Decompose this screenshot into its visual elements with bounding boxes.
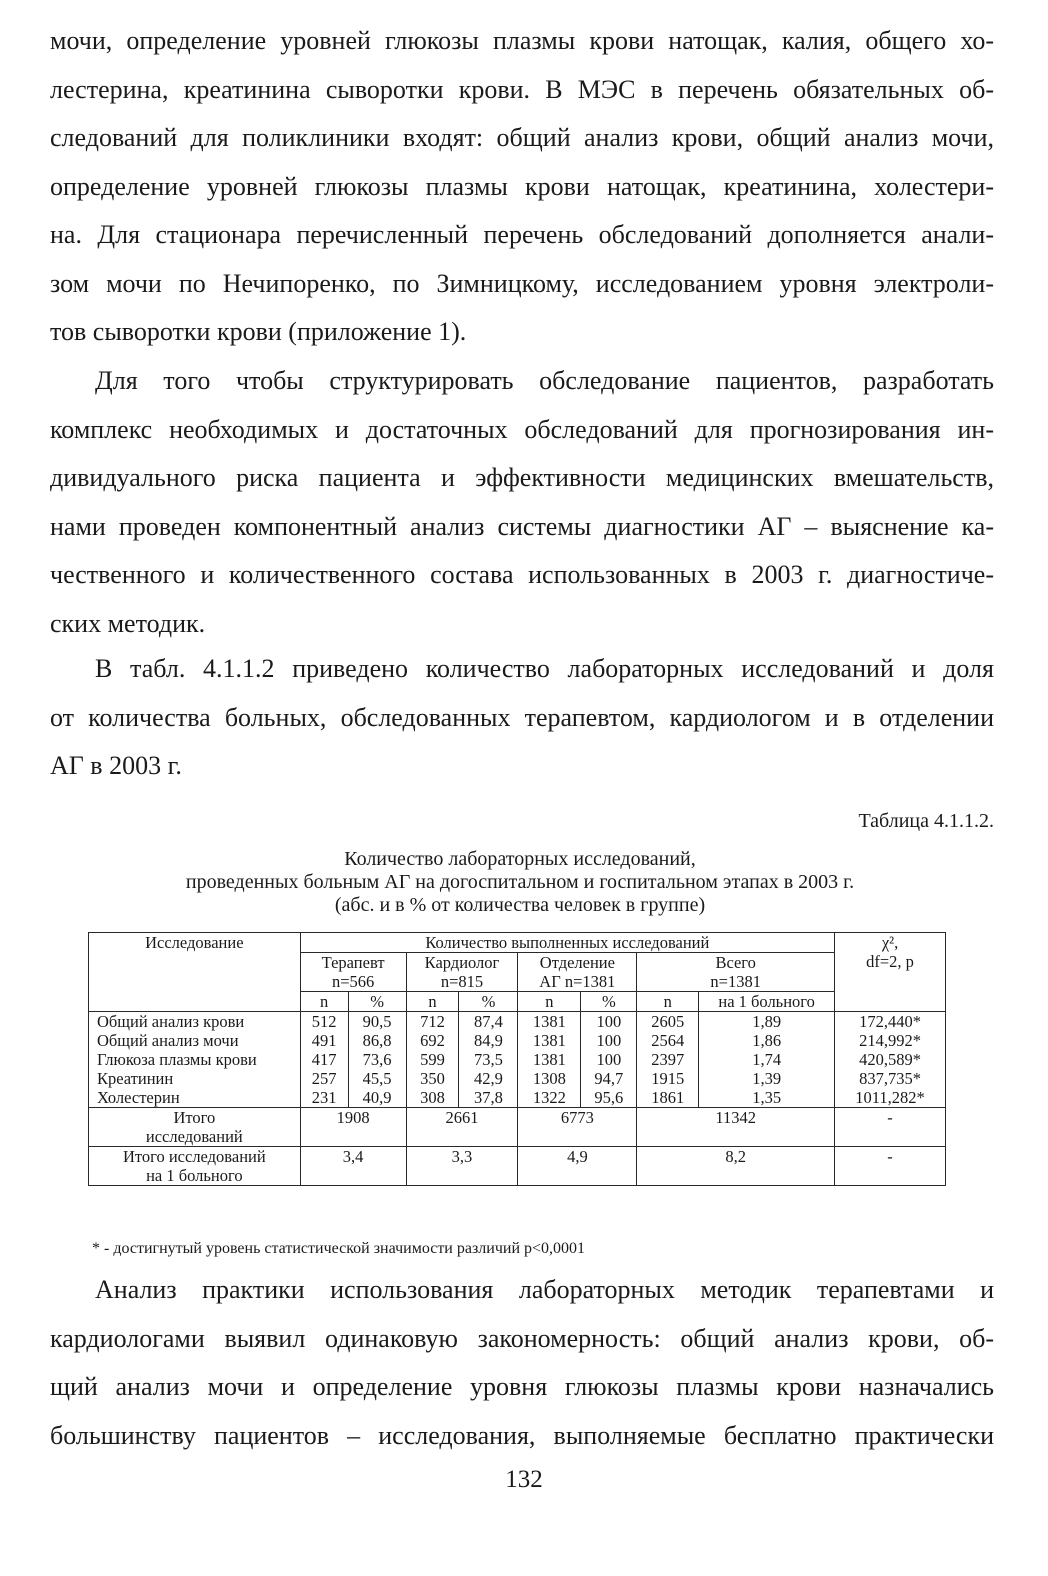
cell: 1,89 — [699, 1012, 835, 1032]
paragraph-line: ских методик. — [50, 608, 206, 638]
department-count: АГ n=1381 — [539, 972, 616, 991]
cardiologist-label: Кардиолог — [424, 953, 500, 972]
cell: 420,589* — [835, 1050, 946, 1069]
cell: 350 — [406, 1069, 459, 1088]
cell: 257 — [300, 1069, 348, 1088]
cell: 4,9 — [518, 1147, 637, 1186]
paragraph-line: комплекс необходимых и достаточных обследований для прогнозирования ин- — [50, 414, 994, 444]
cell: 712 — [406, 1012, 459, 1032]
paragraph-line: зом мочи по Нечипоренко, по Зимницкому, исследованием уровня электроли- — [50, 268, 994, 298]
department-label: Отделение — [539, 953, 615, 972]
header-department — [518, 953, 637, 992]
header-pct: % — [581, 992, 637, 1012]
header-pct: % — [348, 992, 406, 1012]
paragraph-line: определение уровней глюкозы плазмы крови натощак, креатинина, холестери- — [50, 171, 994, 201]
cell: 45,5 — [348, 1069, 406, 1088]
cell: 1908 — [300, 1108, 406, 1147]
cell: 2564 — [637, 1031, 699, 1050]
table-row — [89, 1088, 946, 1108]
cell: 42,9 — [459, 1069, 518, 1088]
page-number: 132 — [505, 1466, 543, 1493]
header-row — [89, 933, 946, 953]
cell: 837,735* — [835, 1069, 946, 1088]
cell: 84,9 — [459, 1031, 518, 1050]
header-n: n — [518, 992, 581, 1012]
cell: 308 — [406, 1088, 459, 1108]
header-group: Количество выполненных исследований — [300, 933, 834, 953]
chi-sublabel: df=2, p — [866, 952, 914, 971]
header-cardiologist — [406, 953, 518, 992]
cell: 100 — [581, 1031, 637, 1050]
cell: 73,5 — [459, 1050, 518, 1069]
header-n: n — [637, 992, 699, 1012]
cell: - — [835, 1108, 946, 1147]
total-count: n=1381 — [710, 972, 761, 991]
cell: 1,35 — [699, 1088, 835, 1108]
header-chi — [835, 933, 946, 1012]
cell: 90,5 — [348, 1012, 406, 1032]
cell: 491 — [300, 1031, 348, 1050]
cell: 95,6 — [581, 1088, 637, 1108]
header-therapist — [300, 953, 406, 992]
paragraph-line: нами проведен компонентный анализ системы диагностики АГ – выяснение ка- — [50, 511, 994, 541]
cell: 3,3 — [406, 1147, 518, 1186]
chi-label: χ², — [881, 933, 899, 952]
table-row — [89, 1069, 946, 1088]
cell: - — [835, 1147, 946, 1186]
cell: 8,2 — [637, 1147, 835, 1186]
paragraph-line: мочи, определение уровней глюкозы плазмы крови натощак, калия, общего хо- — [50, 26, 994, 55]
cell: 40,9 — [348, 1088, 406, 1108]
paragraph-line: Анализ практики использования лабораторных методик терапевтами и — [95, 1275, 994, 1304]
header-pct: % — [459, 992, 518, 1012]
cell: 2397 — [637, 1050, 699, 1069]
paragraph-line: В табл. 4.1.1.2 приведено количество лабораторных исследований и доля — [95, 654, 994, 683]
row-label: Общий анализ мочи — [89, 1031, 301, 1050]
paragraph-line: щий анализ мочи и определение уровня глюкозы плазмы крови назначались — [50, 1372, 994, 1401]
cell: 512 — [300, 1012, 348, 1032]
paragraph-line: следований для поликлиники входят: общий анализ крови, общий анализ мочи, — [50, 123, 994, 152]
table-footnote: * - достигнутый уровень статистической значимости различий p<0,0001 — [92, 1240, 586, 1257]
header-study: Исследование — [89, 933, 301, 1012]
cardiologist-count: n=815 — [440, 972, 484, 991]
cell: 231 — [300, 1088, 348, 1108]
caption-line: (абс. и в % от количества человек в группе) — [334, 894, 706, 916]
cell: 1308 — [518, 1069, 581, 1088]
cell: 86,8 — [348, 1031, 406, 1050]
paragraph-line: кардиологами выявил одинаковую закономерность: общий анализ крови, об- — [50, 1323, 994, 1353]
paragraph-1 — [50, 17, 994, 357]
cell: 1,39 — [699, 1069, 835, 1088]
caption-line: Количество лабораторных исследований, — [344, 848, 696, 870]
paragraph-line: от количества больных, обследованных терапевтом, кардиологом и в отделении — [50, 702, 994, 732]
cell: 73,6 — [348, 1050, 406, 1069]
paragraph-2 — [50, 357, 994, 648]
cell: 1915 — [637, 1069, 699, 1088]
cell: 417 — [300, 1050, 348, 1069]
cell: 172,440* — [835, 1012, 946, 1032]
therapist-label: Терапевт — [321, 953, 385, 972]
cell: 1861 — [637, 1088, 699, 1108]
caption-line: проведенных больным АГ на догоспитальном и госпитальном этапах в 2003 г. — [185, 871, 855, 893]
paragraph-line: Для того чтобы структурировать обследование пациентов, разработать — [95, 366, 994, 395]
cell: 1381 — [518, 1031, 581, 1050]
per-patient-row — [89, 1147, 946, 1186]
paragraph-line: лестерина, креатинина сыворотки крови. В МЭС в перечень обязательных об- — [50, 74, 994, 104]
cell: 1,74 — [699, 1050, 835, 1069]
cell: 100 — [581, 1012, 637, 1032]
label-line: Итого исследований — [122, 1147, 266, 1166]
paragraph-4 — [50, 1266, 994, 1460]
per-patient-row-label — [89, 1147, 301, 1186]
table-label: Таблица 4.1.1.2. — [858, 810, 994, 832]
paragraph-line: тов сыворотки крови (приложение 1). — [50, 317, 467, 346]
paragraph-line: АГ в 2003 г. — [50, 751, 182, 780]
paragraph-line: дивидуального риска пациента и эффективности медицинских вмешательств, — [50, 463, 994, 492]
header-n: n — [406, 992, 459, 1012]
cell: 2661 — [406, 1108, 518, 1147]
cell: 599 — [406, 1050, 459, 1069]
cell: 1011,282* — [835, 1088, 946, 1108]
cell: 94,7 — [581, 1069, 637, 1088]
cell: 214,992* — [835, 1031, 946, 1050]
cell: 6773 — [518, 1108, 637, 1147]
paragraph-line: на. Для стационара перечисленный перечень обследований дополняется анали- — [50, 220, 994, 249]
label-line: на 1 больного — [146, 1166, 243, 1185]
table-row — [89, 1031, 946, 1050]
lab-studies-table — [88, 932, 946, 1186]
cell: 1322 — [518, 1088, 581, 1108]
cell: 87,4 — [459, 1012, 518, 1032]
label-line: исследований — [145, 1127, 243, 1146]
cell: 100 — [581, 1050, 637, 1069]
table-row — [89, 1012, 946, 1032]
cell: 37,8 — [459, 1088, 518, 1108]
cell: 3,4 — [300, 1147, 406, 1186]
total-label: Всего — [715, 953, 756, 972]
label-line: Итого — [173, 1108, 216, 1127]
header-per-patient: на 1 больного — [699, 992, 835, 1012]
row-label: Общий анализ крови — [89, 1012, 301, 1032]
header-total — [637, 953, 835, 992]
cell: 1381 — [518, 1012, 581, 1032]
cell: 692 — [406, 1031, 459, 1050]
cell: 2605 — [637, 1012, 699, 1032]
header-n: n — [300, 992, 348, 1012]
cell: 1,86 — [699, 1031, 835, 1050]
therapist-count: n=566 — [331, 972, 375, 991]
table-row — [89, 1050, 946, 1069]
total-row-label — [89, 1108, 301, 1147]
row-label: Креатинин — [89, 1069, 301, 1088]
paragraph-3 — [50, 645, 994, 791]
paragraph-line: большинству пациентов – исследования, выполняемые бесплатно практически — [50, 1420, 994, 1450]
paragraph-line: чественного и количественного состава использованных в 2003 г. диагностиче- — [50, 560, 994, 589]
row-label: Глюкоза плазмы крови — [89, 1050, 301, 1069]
row-label: Холестерин — [89, 1088, 301, 1108]
cell: 11342 — [637, 1108, 835, 1147]
total-row — [89, 1108, 946, 1147]
table-caption — [90, 848, 950, 917]
cell: 1381 — [518, 1050, 581, 1069]
